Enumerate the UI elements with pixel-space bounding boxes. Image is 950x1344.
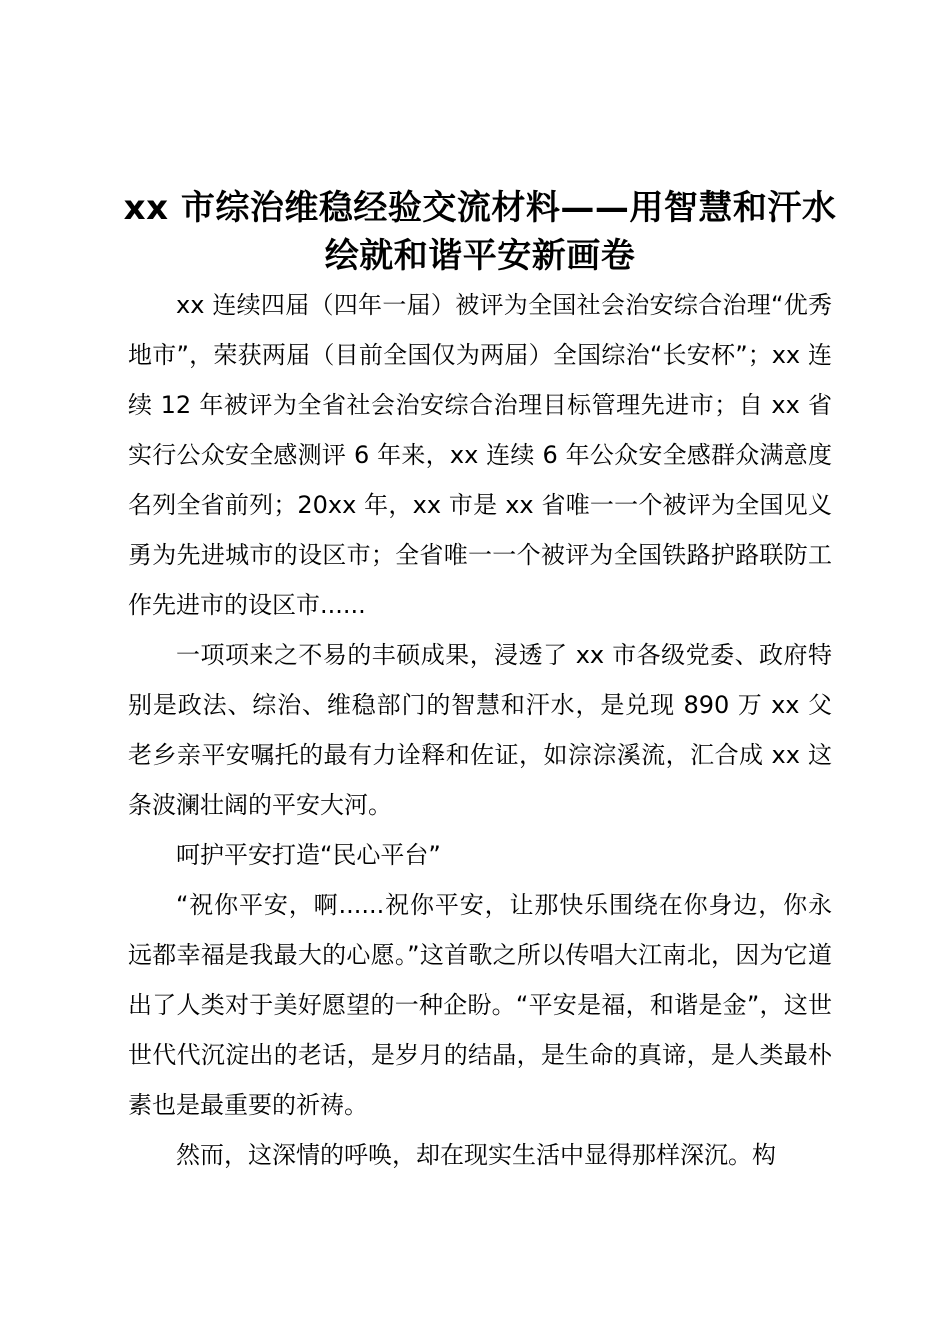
paragraph-continued: 然而，这深情的呼唤，却在现实生活中显得那样深沉。构: [176, 1141, 776, 1169]
document-body: [128, 280, 832, 1180]
paragraph-song: “祝你平安，啊......祝你平安，让那快乐围绕在你身边，你永远都幸福是我最大的心愿。”这首歌之所以传唱大江南北，因为它道出了人类对于美好愿望的一种企盼。“平安是福，和谐是金”，这世世代代沉淀出的老话，是岁月的结晶，是生命的真谛，是人类最朴素也是最重要的祈祷。: [128, 891, 832, 1119]
document-title: xx 市综治维稳经验交流材料——用智慧和汗水绘就和谐平安新画卷: [123, 188, 837, 276]
paragraph-honors: xx 连续四届（四年一届）被评为全国社会治安综合治理“优秀地市”，荣获两届（目前全国仅为两届）全国综治“长安杯”；xx 连续 12 年被评为全省社会治安综合治理目标管理先进市；自 xx 省实行公众安全感测评 6 年来，xx 连续 6 年公众安全感群众满意度名列全省前列；20xx 年，xx 市是 xx 省唯一一个被评为全国见义勇为先进城市的设区市；全省唯一一个被评为全国铁路护路联防工作先进市的设区市......: [128, 291, 832, 619]
section-heading: 呵护平安打造“民心平台”: [176, 841, 441, 869]
paragraph-achievements: 一项项来之不易的丰硕成果，浸透了 xx 市各级党委、政府特别是政法、综治、维稳部门的智慧和汗水，是兑现 890 万 xx 父老乡亲平安嘱托的最有力诠释和佐证，如淙淙溪流，汇合成 xx 这条波澜壮阔的平安大河。: [128, 641, 832, 819]
